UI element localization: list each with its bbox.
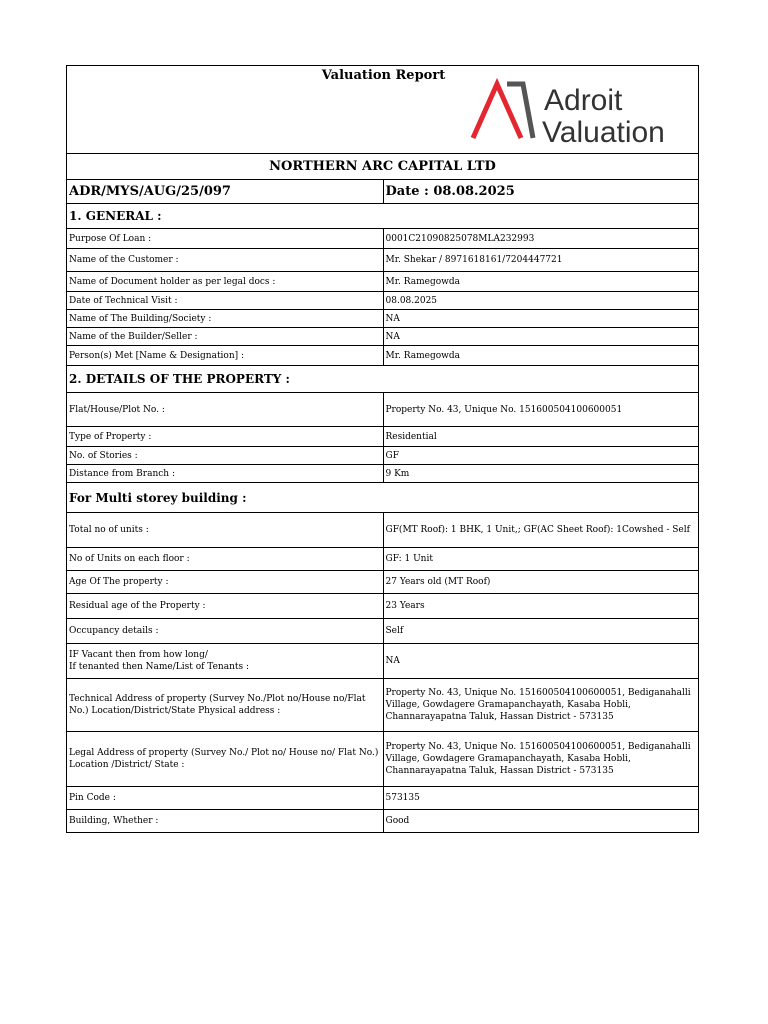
value-property-age: 27 Years old (MT Roof): [383, 571, 699, 594]
label-property-type: Type of Property :: [67, 427, 384, 447]
label-units-each-floor: No of Units on each floor :: [67, 548, 384, 571]
value-units-each-floor: GF: 1 Unit: [383, 548, 699, 571]
label-legal-address: Legal Address of property (Survey No./ Plot no/ House no/ Flat No.) Location /District/ State :: [67, 732, 384, 787]
label-vacant-line: IF Vacant then from how long/: [69, 650, 208, 660]
logo-text-valuation: Valuation: [542, 116, 665, 144]
report-date: Date : 08.08.2025: [383, 180, 699, 204]
label-stories: No. of Stories :: [67, 447, 384, 465]
label-residual-age: Residual age of the Property :: [67, 594, 384, 619]
label-building-condition: Building, Whether :: [67, 810, 384, 833]
report-title: Valuation Report: [321, 68, 446, 83]
section-general-heading: 1. GENERAL :: [67, 204, 699, 229]
label-vacant-tenanted: [67, 644, 384, 679]
label-flat-house-plot: Flat/House/Plot No. :: [67, 393, 384, 427]
value-residual-age: 23 Years: [383, 594, 699, 619]
report-table: [66, 65, 699, 833]
value-legal-address: Property No. 43, Unique No. 151600504100600051, Bediganahalli Village, Gowdagere Gramapanchayath, Kasaba Hobli, Channarayapatna Taluk, Hassan District - 573135: [383, 732, 699, 787]
value-property-type: Residential: [383, 427, 699, 447]
valuation-report-document: [66, 65, 699, 833]
value-distance-branch: 9 Km: [383, 465, 699, 483]
value-total-units: GF(MT Roof): 1 BHK, 1 Unit,; GF(AC Sheet Roof): 1Cowshed - Self: [383, 513, 699, 548]
label-tenanted-line: If tenanted then Name/List of Tenants :: [69, 662, 250, 672]
value-document-holder: Mr. Ramegowda: [383, 272, 699, 292]
value-building-society: NA: [383, 310, 699, 328]
value-stories: GF: [383, 447, 699, 465]
label-building-society: Name of The Building/Society :: [67, 310, 384, 328]
adroit-valuation-logo: [467, 76, 697, 144]
label-technical-visit-date: Date of Technical Visit :: [67, 292, 384, 310]
value-pin-code: 573135: [383, 787, 699, 810]
logo-text-adroit: Adroit: [544, 84, 623, 117]
label-occupancy: Occupancy details :: [67, 619, 384, 644]
value-technical-address: Property No. 43, Unique No. 151600504100600051, Bediganahalli Village, Gowdagere Gramapanchayath, Kasaba Hobli, Channarayapatna Taluk, Hassan District - 573135: [383, 679, 699, 732]
label-purpose-of-loan: Purpose Of Loan :: [67, 229, 384, 249]
value-builder-seller: NA: [383, 328, 699, 346]
label-technical-address: Technical Address of property (Survey No./Plot no/House no/Flat No.) Location/District/State Physical address :: [67, 679, 384, 732]
value-occupancy: Self: [383, 619, 699, 644]
label-document-holder: Name of Document holder as per legal docs :: [67, 272, 384, 292]
value-technical-visit-date: 08.08.2025: [383, 292, 699, 310]
label-builder-seller: Name of the Builder/Seller :: [67, 328, 384, 346]
label-pin-code: Pin Code :: [67, 787, 384, 810]
report-header: [67, 66, 699, 154]
label-persons-met: Person(s) Met [Name & Designation] :: [67, 346, 384, 366]
label-total-units: Total no of units :: [67, 513, 384, 548]
value-vacant-tenanted: NA: [383, 644, 699, 679]
reference-number: ADR/MYS/AUG/25/097: [67, 180, 384, 204]
value-flat-house-plot: Property No. 43, Unique No. 151600504100600051: [383, 393, 699, 427]
section-multi-storey-heading: For Multi storey building :: [67, 483, 699, 513]
label-property-age: Age Of The property :: [67, 571, 384, 594]
value-building-condition: Good: [383, 810, 699, 833]
value-purpose-of-loan: 0001C21090825078MLA232993: [383, 229, 699, 249]
label-customer-name: Name of the Customer :: [67, 249, 384, 272]
section-property-heading: 2. DETAILS OF THE PROPERTY :: [67, 366, 699, 393]
value-persons-met: Mr. Ramegowda: [383, 346, 699, 366]
value-customer-name: Mr. Shekar / 8971618161/7204447721: [383, 249, 699, 272]
logo-red-stroke: [473, 84, 521, 138]
label-distance-branch: Distance from Branch :: [67, 465, 384, 483]
company-name: NORTHERN ARC CAPITAL LTD: [67, 154, 699, 180]
